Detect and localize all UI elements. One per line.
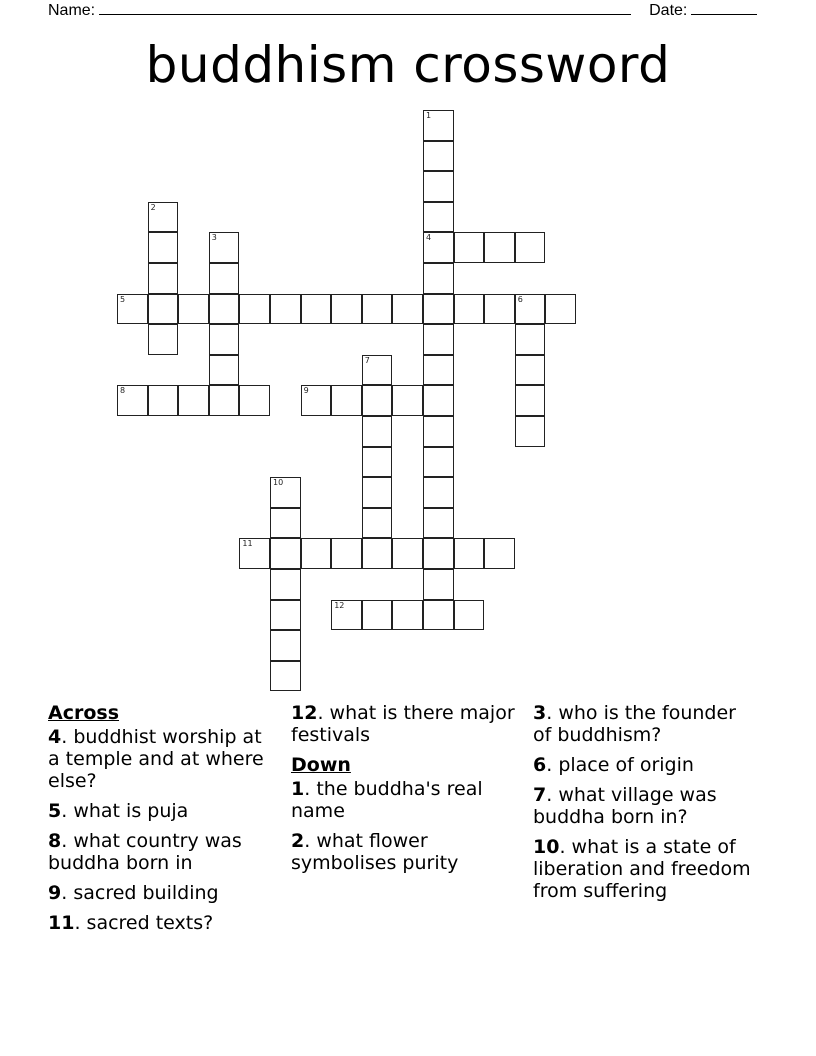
clue-number: 12 <box>291 702 318 724</box>
grid-cell[interactable] <box>362 508 393 539</box>
clue-down-10: 10. what is a state of liberation and freedom from suffering <box>533 836 751 902</box>
clue-number: 2 <box>291 830 305 852</box>
clue-text: buddhist worship at a temple and at where else? <box>48 726 264 792</box>
clue-across-4: 4. buddhist worship at a temple and at where else? <box>48 726 264 792</box>
grid-cell[interactable] <box>515 294 546 325</box>
down-heading: Down <box>291 754 351 776</box>
cell-number: 6 <box>517 294 523 304</box>
grid-cell[interactable] <box>423 202 454 233</box>
grid-cell[interactable] <box>362 477 393 508</box>
grid-cell[interactable] <box>209 324 240 355</box>
grid-cell[interactable] <box>239 294 270 325</box>
grid-cell[interactable] <box>392 538 423 569</box>
grid-cell[interactable] <box>148 232 179 263</box>
grid-cell[interactable] <box>331 600 362 631</box>
grid-cell[interactable] <box>423 569 454 600</box>
grid-cell[interactable] <box>148 324 179 355</box>
clue-across-9: 9. sacred building <box>48 882 219 904</box>
grid-cell[interactable] <box>362 385 393 416</box>
clue-text: what country was buddha born in <box>48 830 242 874</box>
grid-cell[interactable] <box>301 538 332 569</box>
clue-down-7: 7. what village was buddha born in? <box>533 784 717 828</box>
clue-number: 11 <box>48 912 75 934</box>
clue-text: sacred texts? <box>86 912 214 934</box>
clue-across-11: 11. sacred texts? <box>48 912 214 934</box>
grid-cell[interactable] <box>423 416 454 447</box>
grid-cell[interactable] <box>515 324 546 355</box>
grid-cell[interactable] <box>423 141 454 172</box>
clue-down-1: 1. the buddha's real name <box>291 778 483 822</box>
grid-cell[interactable] <box>362 355 393 386</box>
grid-cell[interactable] <box>454 600 485 631</box>
clue-across-8: 8. what country was buddha born in <box>48 830 242 874</box>
cell-number: 3 <box>211 233 217 243</box>
crossword-grid <box>117 110 577 692</box>
grid-cell[interactable] <box>301 294 332 325</box>
grid-cell[interactable] <box>209 294 240 325</box>
clue-text: what is there major festivals <box>291 702 515 746</box>
grid-cell[interactable] <box>270 477 301 508</box>
grid-cell[interactable] <box>362 600 393 631</box>
grid-cell[interactable] <box>270 600 301 631</box>
grid-cell[interactable] <box>270 538 301 569</box>
cell-number: 4 <box>426 233 432 243</box>
grid-cell[interactable] <box>454 538 485 569</box>
grid-cell[interactable] <box>362 416 393 447</box>
grid-cell[interactable] <box>362 538 393 569</box>
across-heading: Across <box>48 702 120 724</box>
grid-cell[interactable] <box>270 569 301 600</box>
clue-down-3: 3. who is the founder of buddhism? <box>533 702 736 746</box>
grid-cell[interactable] <box>178 294 209 325</box>
grid-cell[interactable] <box>148 294 179 325</box>
grid-cell[interactable] <box>392 385 423 416</box>
grid-cell[interactable] <box>209 385 240 416</box>
grid-cell[interactable] <box>270 294 301 325</box>
grid-cell[interactable] <box>178 385 209 416</box>
grid-cell[interactable] <box>362 294 393 325</box>
clue-text: what is a state of liberation and freedom from suffering <box>533 836 751 902</box>
grid-cell[interactable] <box>331 385 362 416</box>
date-field[interactable] <box>691 0 757 15</box>
grid-cell[interactable] <box>423 508 454 539</box>
grid-cell[interactable] <box>423 110 454 141</box>
grid-cell[interactable] <box>423 385 454 416</box>
cell-number: 12 <box>334 600 345 610</box>
grid-cell[interactable] <box>301 385 332 416</box>
grid-cell[interactable] <box>423 324 454 355</box>
grid-cell[interactable] <box>454 294 485 325</box>
grid-cell[interactable] <box>423 294 454 325</box>
grid-cell[interactable] <box>392 600 423 631</box>
cell-number: 5 <box>120 294 126 304</box>
grid-cell[interactable] <box>148 385 179 416</box>
grid-cell[interactable] <box>423 232 454 263</box>
cell-number: 10 <box>273 478 284 488</box>
clue-number: 1 <box>291 778 305 800</box>
clue-text: the buddha's real name <box>291 778 483 822</box>
clue-text: what is puja <box>73 800 189 822</box>
page-title: buddhism crossword <box>145 36 671 94</box>
grid-cell[interactable] <box>484 294 515 325</box>
grid-cell[interactable] <box>239 538 270 569</box>
grid-cell[interactable] <box>209 263 240 294</box>
grid-cell[interactable] <box>270 661 301 692</box>
grid-cell[interactable] <box>454 232 485 263</box>
clue-down-2: 2. what flower symbolises purity <box>291 830 459 874</box>
grid-cell[interactable] <box>423 171 454 202</box>
grid-cell[interactable] <box>239 385 270 416</box>
clue-number: 5 <box>48 800 62 822</box>
clue-number: 9 <box>48 882 62 904</box>
name-field[interactable] <box>99 0 631 15</box>
grid-cell[interactable] <box>515 355 546 386</box>
clue-number: 6 <box>533 754 547 776</box>
grid-cell[interactable] <box>515 385 546 416</box>
grid-cell[interactable] <box>423 447 454 478</box>
cell-number: 8 <box>120 386 126 396</box>
cell-number: 7 <box>364 355 370 365</box>
clue-text: sacred building <box>73 882 219 904</box>
grid-cell[interactable] <box>362 447 393 478</box>
clue-text: place of origin <box>558 754 694 776</box>
grid-cell[interactable] <box>515 232 546 263</box>
clues-column-3 <box>533 702 758 910</box>
cell-number: 9 <box>303 386 309 396</box>
cell-number: 11 <box>242 539 253 549</box>
grid-cell[interactable] <box>209 232 240 263</box>
grid-cell[interactable] <box>423 600 454 631</box>
clue-number: 10 <box>533 836 560 858</box>
grid-cell[interactable] <box>484 538 515 569</box>
clue-text: who is the founder of buddhism? <box>533 702 736 746</box>
clue-number: 7 <box>533 784 547 806</box>
clue-number: 4 <box>48 726 62 748</box>
grid-cell[interactable] <box>331 538 362 569</box>
grid-cell[interactable] <box>117 385 148 416</box>
grid-cell[interactable] <box>484 232 515 263</box>
grid-cell[interactable] <box>270 630 301 661</box>
clue-number: 8 <box>48 830 62 852</box>
cell-number: 1 <box>426 111 432 120</box>
grid-cell[interactable] <box>423 538 454 569</box>
grid-cell[interactable] <box>148 202 179 233</box>
grid-cell[interactable] <box>331 294 362 325</box>
grid-cell[interactable] <box>423 477 454 508</box>
grid-cell[interactable] <box>423 263 454 294</box>
clue-down-6: 6. place of origin <box>533 754 694 776</box>
grid-cell[interactable] <box>515 416 546 447</box>
grid-cell[interactable] <box>423 355 454 386</box>
grid-cell[interactable] <box>545 294 576 325</box>
clue-across-5: 5. what is puja <box>48 800 189 822</box>
clue-across-12: 12. what is there major festivals <box>291 702 515 746</box>
clue-text: what flower symbolises purity <box>291 830 459 874</box>
name-label: Name: <box>48 2 96 19</box>
grid-cell[interactable] <box>209 355 240 386</box>
worksheet-header <box>48 0 757 20</box>
clues-column-2 <box>291 702 516 882</box>
cell-number: 2 <box>150 202 156 212</box>
grid-cell[interactable] <box>148 263 179 294</box>
grid-cell[interactable] <box>270 508 301 539</box>
grid-cell[interactable] <box>392 294 423 325</box>
date-label: Date: <box>649 2 688 19</box>
grid-cell[interactable] <box>117 294 148 325</box>
clue-number: 3 <box>533 702 547 724</box>
clues-column-1 <box>48 702 273 942</box>
clue-text: what village was buddha born in? <box>533 784 717 828</box>
